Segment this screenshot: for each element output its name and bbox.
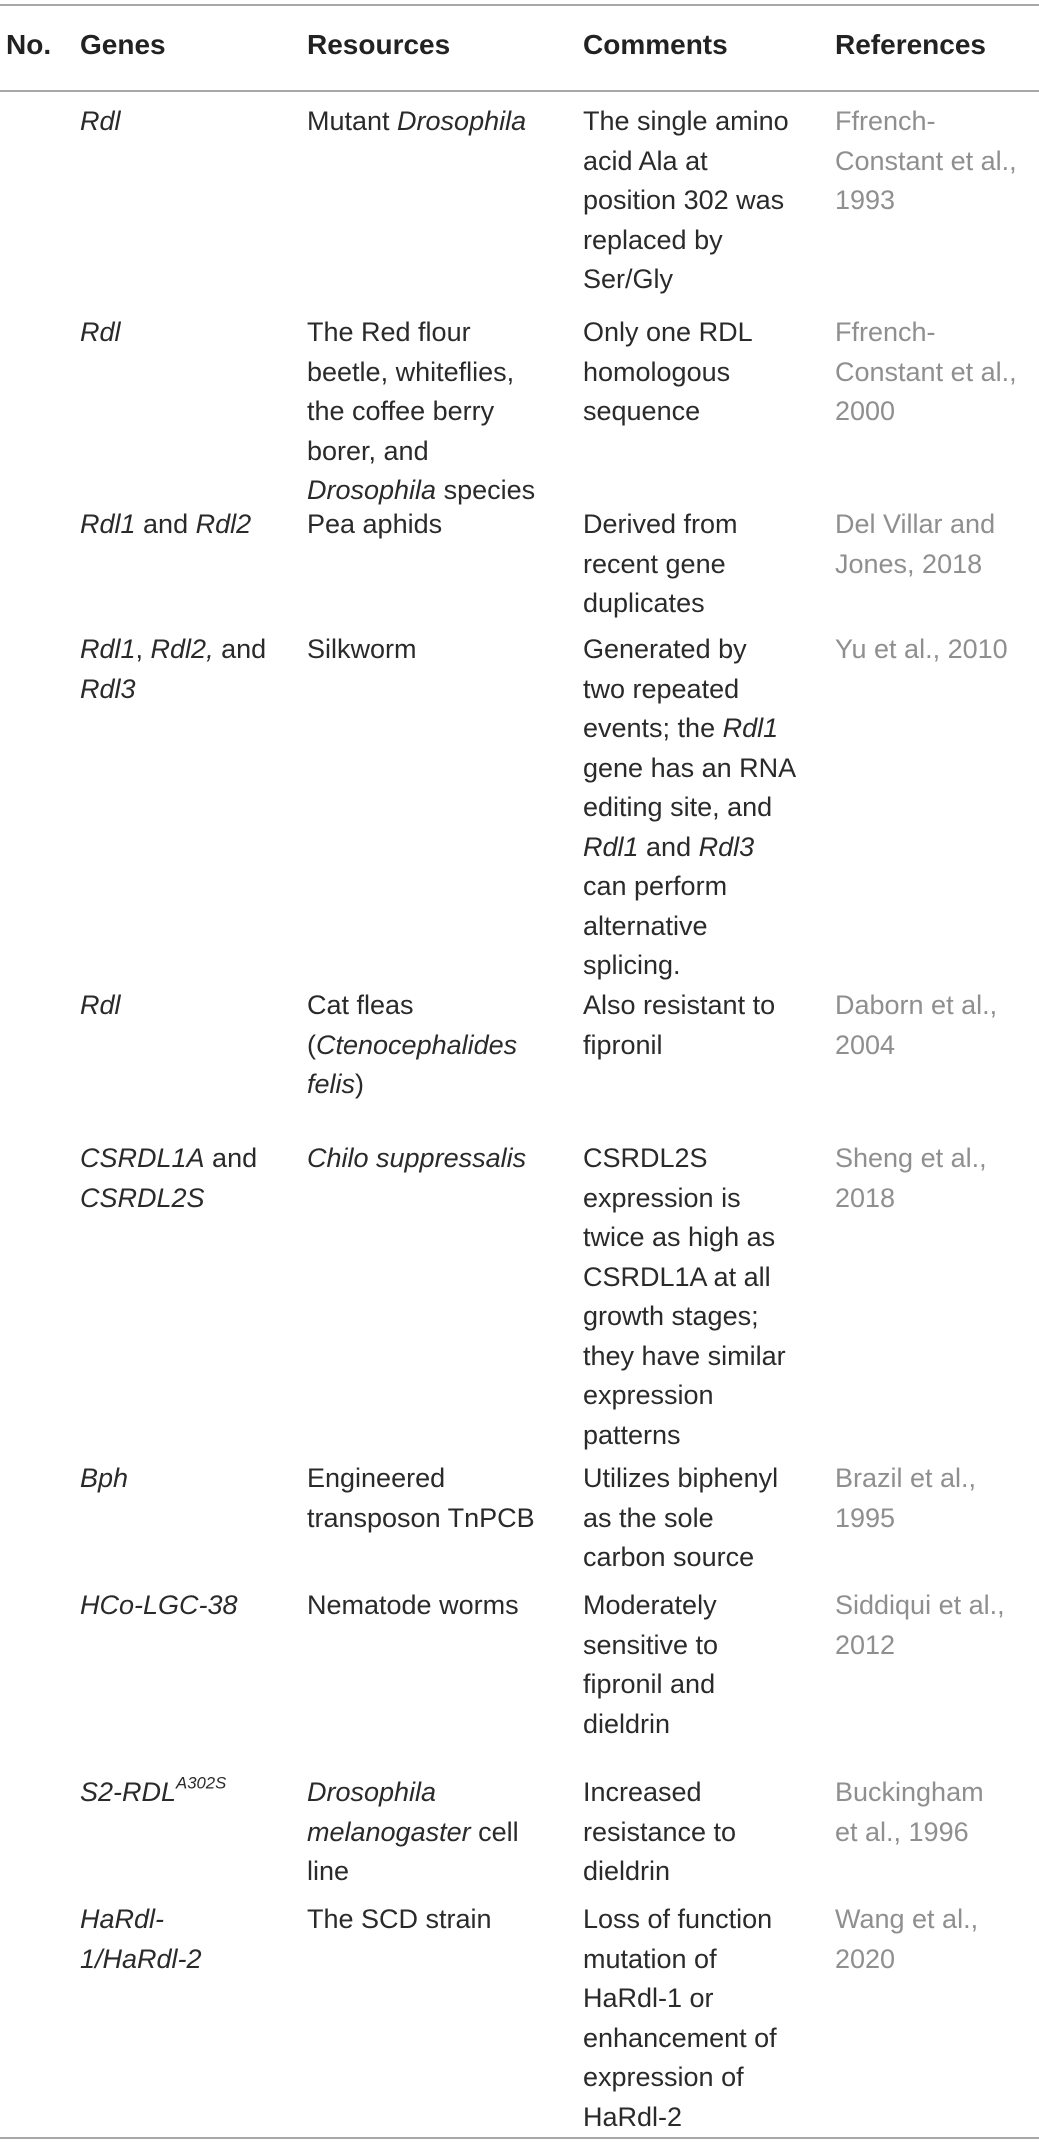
cell-comments bbox=[583, 1900, 823, 2137]
cell-text: Ctenocephalides felis bbox=[307, 1029, 518, 1099]
header-resources: Resources bbox=[307, 29, 451, 60]
cell-comments bbox=[583, 630, 823, 986]
cell-text: The single amino acid Ala at position 302 was replaced by Ser/Gly bbox=[583, 106, 789, 294]
cell-text: CSRDL2S bbox=[80, 1182, 205, 1213]
cell-text: Pea aphids bbox=[307, 509, 443, 539]
cell-comments bbox=[583, 986, 823, 1065]
cell-references bbox=[835, 505, 1035, 584]
cell-text: ) bbox=[355, 1069, 365, 1099]
cell-text: The SCD strain bbox=[307, 1904, 492, 1934]
cell-text: and bbox=[638, 831, 699, 862]
header-genes: Genes bbox=[80, 29, 166, 60]
cell-resources bbox=[307, 1900, 557, 1940]
cell-text: Chilo suppressalis bbox=[307, 1143, 527, 1173]
cell-references bbox=[835, 630, 1035, 670]
cell-text: and bbox=[212, 1143, 258, 1173]
cell-text: Utilizes biphenyl as the sole carbon source bbox=[583, 1463, 779, 1572]
cell-text: Siddiqui et al., 2012 bbox=[835, 1590, 1005, 1660]
cell-genes bbox=[80, 1773, 290, 1813]
cell-text: Drosophila bbox=[307, 475, 437, 505]
cell-text: Del Villar and Jones, 2018 bbox=[835, 509, 996, 579]
cell-text: Rdl bbox=[80, 317, 121, 347]
cell-genes bbox=[80, 1459, 290, 1499]
cell-text: Rdl2, bbox=[150, 634, 214, 664]
cell-text: A302S bbox=[176, 1773, 227, 1793]
cell-text: CSRDL2S expression is twice as high as CSRDL1A at all growth stages; they have similar expression patterns bbox=[583, 1143, 786, 1450]
cell-text: Rdl1 bbox=[80, 634, 136, 664]
header-rule bbox=[0, 90, 1039, 92]
cell-genes bbox=[80, 986, 290, 1026]
cell-references bbox=[835, 1586, 1035, 1665]
cell-text: Rdl1 bbox=[722, 713, 779, 743]
cell-text: Loss of function mutation of HaRdl-1 or enhancement of expression of HaRdl-2 bbox=[583, 1904, 777, 2132]
cell-text: can perform alternative splicing. bbox=[583, 871, 728, 980]
cell-text: Increased resistance to dieldrin bbox=[583, 1777, 737, 1886]
cell-text: Silkworm bbox=[307, 634, 417, 664]
cell-text: , bbox=[135, 634, 151, 664]
header-comments: Comments bbox=[583, 29, 728, 60]
cell-genes bbox=[80, 1139, 290, 1218]
cell-comments bbox=[583, 505, 823, 624]
cell-resources bbox=[307, 313, 557, 511]
table-bottom-rule bbox=[0, 2137, 1039, 2139]
cell-references bbox=[835, 313, 1035, 432]
cell-comments bbox=[583, 1586, 823, 1744]
cell-text: Wang et al., 2020 bbox=[835, 1904, 979, 1974]
cell-text: Only one RDL homologous sequence bbox=[583, 317, 753, 426]
cell-references bbox=[835, 986, 1035, 1065]
cell-genes bbox=[80, 1586, 290, 1626]
cell-resources bbox=[307, 630, 557, 670]
cell-text: gene has an RNA editing site, and bbox=[583, 752, 797, 822]
cell-text: S2-RDL bbox=[80, 1777, 177, 1807]
cell-resources bbox=[307, 102, 557, 142]
cell-text: Drosophila melanogaster bbox=[307, 1777, 471, 1847]
cell-resources bbox=[307, 505, 557, 545]
cell-text: Ffrench- Constant et al., 1993 bbox=[835, 106, 1017, 215]
cell-resources bbox=[307, 1586, 557, 1626]
header-references: References bbox=[835, 29, 986, 60]
cell-genes bbox=[80, 1900, 290, 1979]
cell-resources bbox=[307, 1459, 557, 1538]
cell-genes bbox=[80, 102, 290, 142]
cell-text: Sheng et al., 2018 bbox=[835, 1143, 987, 1213]
cell-genes bbox=[80, 630, 290, 709]
cell-text: Engineered transposon TnPCB bbox=[307, 1463, 535, 1533]
cell-text: and bbox=[221, 634, 267, 664]
cell-text: The Red flour beetle, whiteflies, the coffee berry borer, and bbox=[307, 317, 515, 466]
cell-text: Bph bbox=[80, 1463, 129, 1493]
cell-text: HCo-LGC-38 bbox=[80, 1590, 238, 1620]
cell-references bbox=[835, 1139, 1035, 1218]
table-top-rule bbox=[0, 4, 1039, 6]
cell-text: Yu et al., 2010 bbox=[835, 634, 1008, 664]
header-no: No. bbox=[6, 29, 52, 60]
cell-comments bbox=[583, 313, 823, 432]
cell-text: Moderately sensitive to fipronil and dieldrin bbox=[583, 1590, 719, 1739]
cell-references bbox=[835, 1459, 1035, 1538]
cell-text: HaRdl- 1/HaRdl-2 bbox=[80, 1904, 202, 1974]
cell-resources bbox=[307, 986, 557, 1105]
cell-text: Derived from recent gene duplicates bbox=[583, 509, 738, 618]
cell-comments bbox=[583, 1773, 823, 1892]
cell-references bbox=[835, 102, 1035, 221]
cell-text: Generated by two repeated events; the bbox=[583, 634, 747, 743]
cell-text: Rdl3 bbox=[698, 831, 755, 862]
cell-text: species bbox=[436, 475, 536, 505]
cell-text: Drosophila bbox=[397, 106, 527, 136]
cell-references bbox=[835, 1773, 1035, 1852]
cell-text: Rdl2 bbox=[195, 509, 252, 539]
cell-resources bbox=[307, 1773, 557, 1892]
cell-text: Buckingham et al., 1996 bbox=[835, 1777, 984, 1847]
cell-genes bbox=[80, 505, 290, 545]
cell-text: Mutant bbox=[307, 106, 398, 136]
cell-text: and bbox=[135, 509, 196, 539]
cell-text: CSRDL1A bbox=[80, 1143, 205, 1173]
cell-comments bbox=[583, 1459, 823, 1578]
cell-text: Rdl1 bbox=[583, 831, 639, 862]
cell-text: Ffrench- Constant et al., 2000 bbox=[835, 317, 1017, 426]
cell-text: Rdl bbox=[80, 990, 121, 1020]
cell-text: Nematode worms bbox=[307, 1590, 519, 1620]
cell-text: Cat fleas ( bbox=[307, 990, 414, 1060]
cell-text: Rdl bbox=[80, 106, 121, 136]
cell-text: Daborn et al., 2004 bbox=[835, 990, 998, 1060]
cell-text: cell line bbox=[307, 1816, 519, 1886]
cell-text: Also resistant to fipronil bbox=[583, 990, 776, 1060]
cell-resources bbox=[307, 1139, 557, 1179]
cell-text: Brazil et al., 1995 bbox=[835, 1463, 977, 1533]
cell-text: Rdl1 bbox=[80, 509, 136, 539]
cell-text: Rdl3 bbox=[80, 673, 136, 704]
cell-comments bbox=[583, 1139, 823, 1455]
cell-comments bbox=[583, 102, 823, 300]
cell-genes bbox=[80, 313, 290, 353]
cell-references bbox=[835, 1900, 1035, 1979]
